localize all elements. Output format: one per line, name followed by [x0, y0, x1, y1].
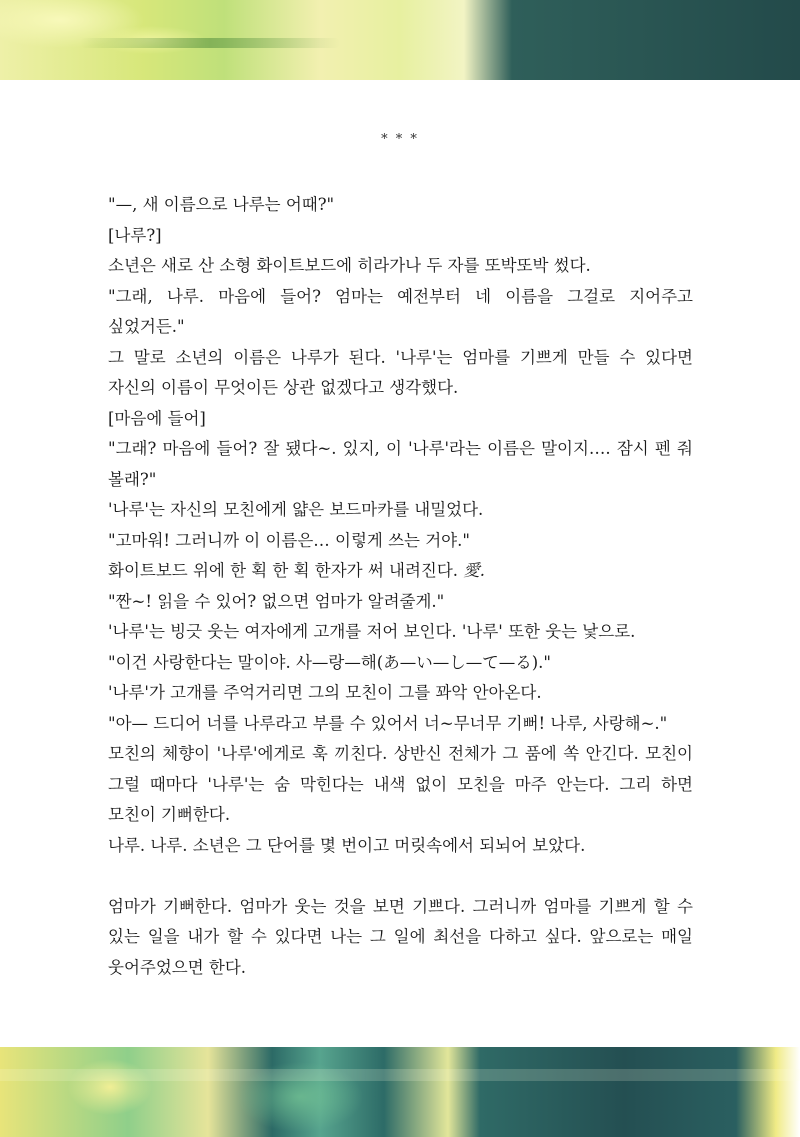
banner-streak: [80, 38, 340, 48]
banner-bar: [0, 1069, 800, 1081]
whiteboard-text: 화이트보드 위에 한 획 한 획 한자가 써 내려진다.: [108, 561, 464, 580]
paragraph: "아— 드디어 너를 나루라고 부를 수 있어서 너~무너무 기뻐! 나루, 사랑해~.": [108, 713, 668, 733]
paragraph: "—, 새 이름으로 나루는 어때?": [108, 195, 335, 214]
paragraph: 나루. 나루. 소년은 그 단어를 몇 번이고 머릿속에서 되뇌어 보았다.: [108, 835, 586, 855]
paragraph: [마음에 들어]: [108, 408, 206, 428]
paragraph: "그래? 마음에 들어? 잘 됐다~. 있지, 이 '나루'라는 이름은 말이지…. 잠시 펜 줘 볼래?": [108, 439, 693, 489]
paragraph: "그래, 나루. 마음에 들어? 엄마는 예전부터 네 이름을 그걸로 지어주고 싶었거든.": [108, 286, 693, 336]
bottom-banner-image: [0, 1047, 800, 1137]
paragraph-whiteboard: [108, 556, 693, 587]
paragraph: '나루'는 자신의 모친에게 얇은 보드마카를 내밀었다.: [108, 500, 484, 519]
paragraph: "이건 사랑한다는 말이야. 사—랑—해(あ—い—し—て—る).": [108, 652, 551, 672]
story-text: [108, 190, 693, 983]
paragraph: 소년은 새로 산 소형 화이트보드에 히라가나 두 자를 또박또박 썼다.: [108, 256, 591, 275]
closing-paragraph: 엄마가 기뻐한다. 엄마가 웃는 것을 보면 기쁘다. 그러니까 엄마를 기쁘게 할 수 있는 일을 내가 할 수 있다면 나는 그 일에 최선을 다하고 싶다. 앞으로는 매일 웃어주었으면 한다.: [108, 896, 693, 977]
paragraph: 그 말로 소년의 이름은 나루가 된다. '나루'는 엄마를 기쁘게 만들 수 있다면 자신의 이름이 무엇이든 상관 없겠다고 생각했다.: [108, 347, 693, 397]
paragraph: [나루?]: [108, 225, 162, 245]
scene-separator: * * *: [381, 132, 419, 147]
paragraph: 모친의 체향이 '나루'에게로 훅 끼친다. 상반신 전체가 그 품에 쏙 안긴다. 모친이 그럴 때마다 '나루'는 숨 막힌다는 내색 없이 모친을 마주 안는다. 그리 하면 모친이 기뻐한다.: [108, 744, 693, 824]
paragraph: '나루'가 고개를 주억거리면 그의 모친이 그를 꽈악 안아온다.: [108, 683, 542, 702]
paragraph: "고마워! 그러니까 이 이름은… 이렇게 쓰는 거야.": [108, 530, 470, 550]
kanji-ai: 愛.: [463, 561, 486, 580]
paragraph: '나루'는 빙긋 웃는 여자에게 고개를 저어 보인다. '나루' 또한 웃는 낯으로.: [108, 622, 636, 641]
paragraph: "짠~! 읽을 수 있어? 없으면 엄마가 알려줄게.": [108, 591, 445, 611]
top-banner-image: [0, 0, 800, 80]
